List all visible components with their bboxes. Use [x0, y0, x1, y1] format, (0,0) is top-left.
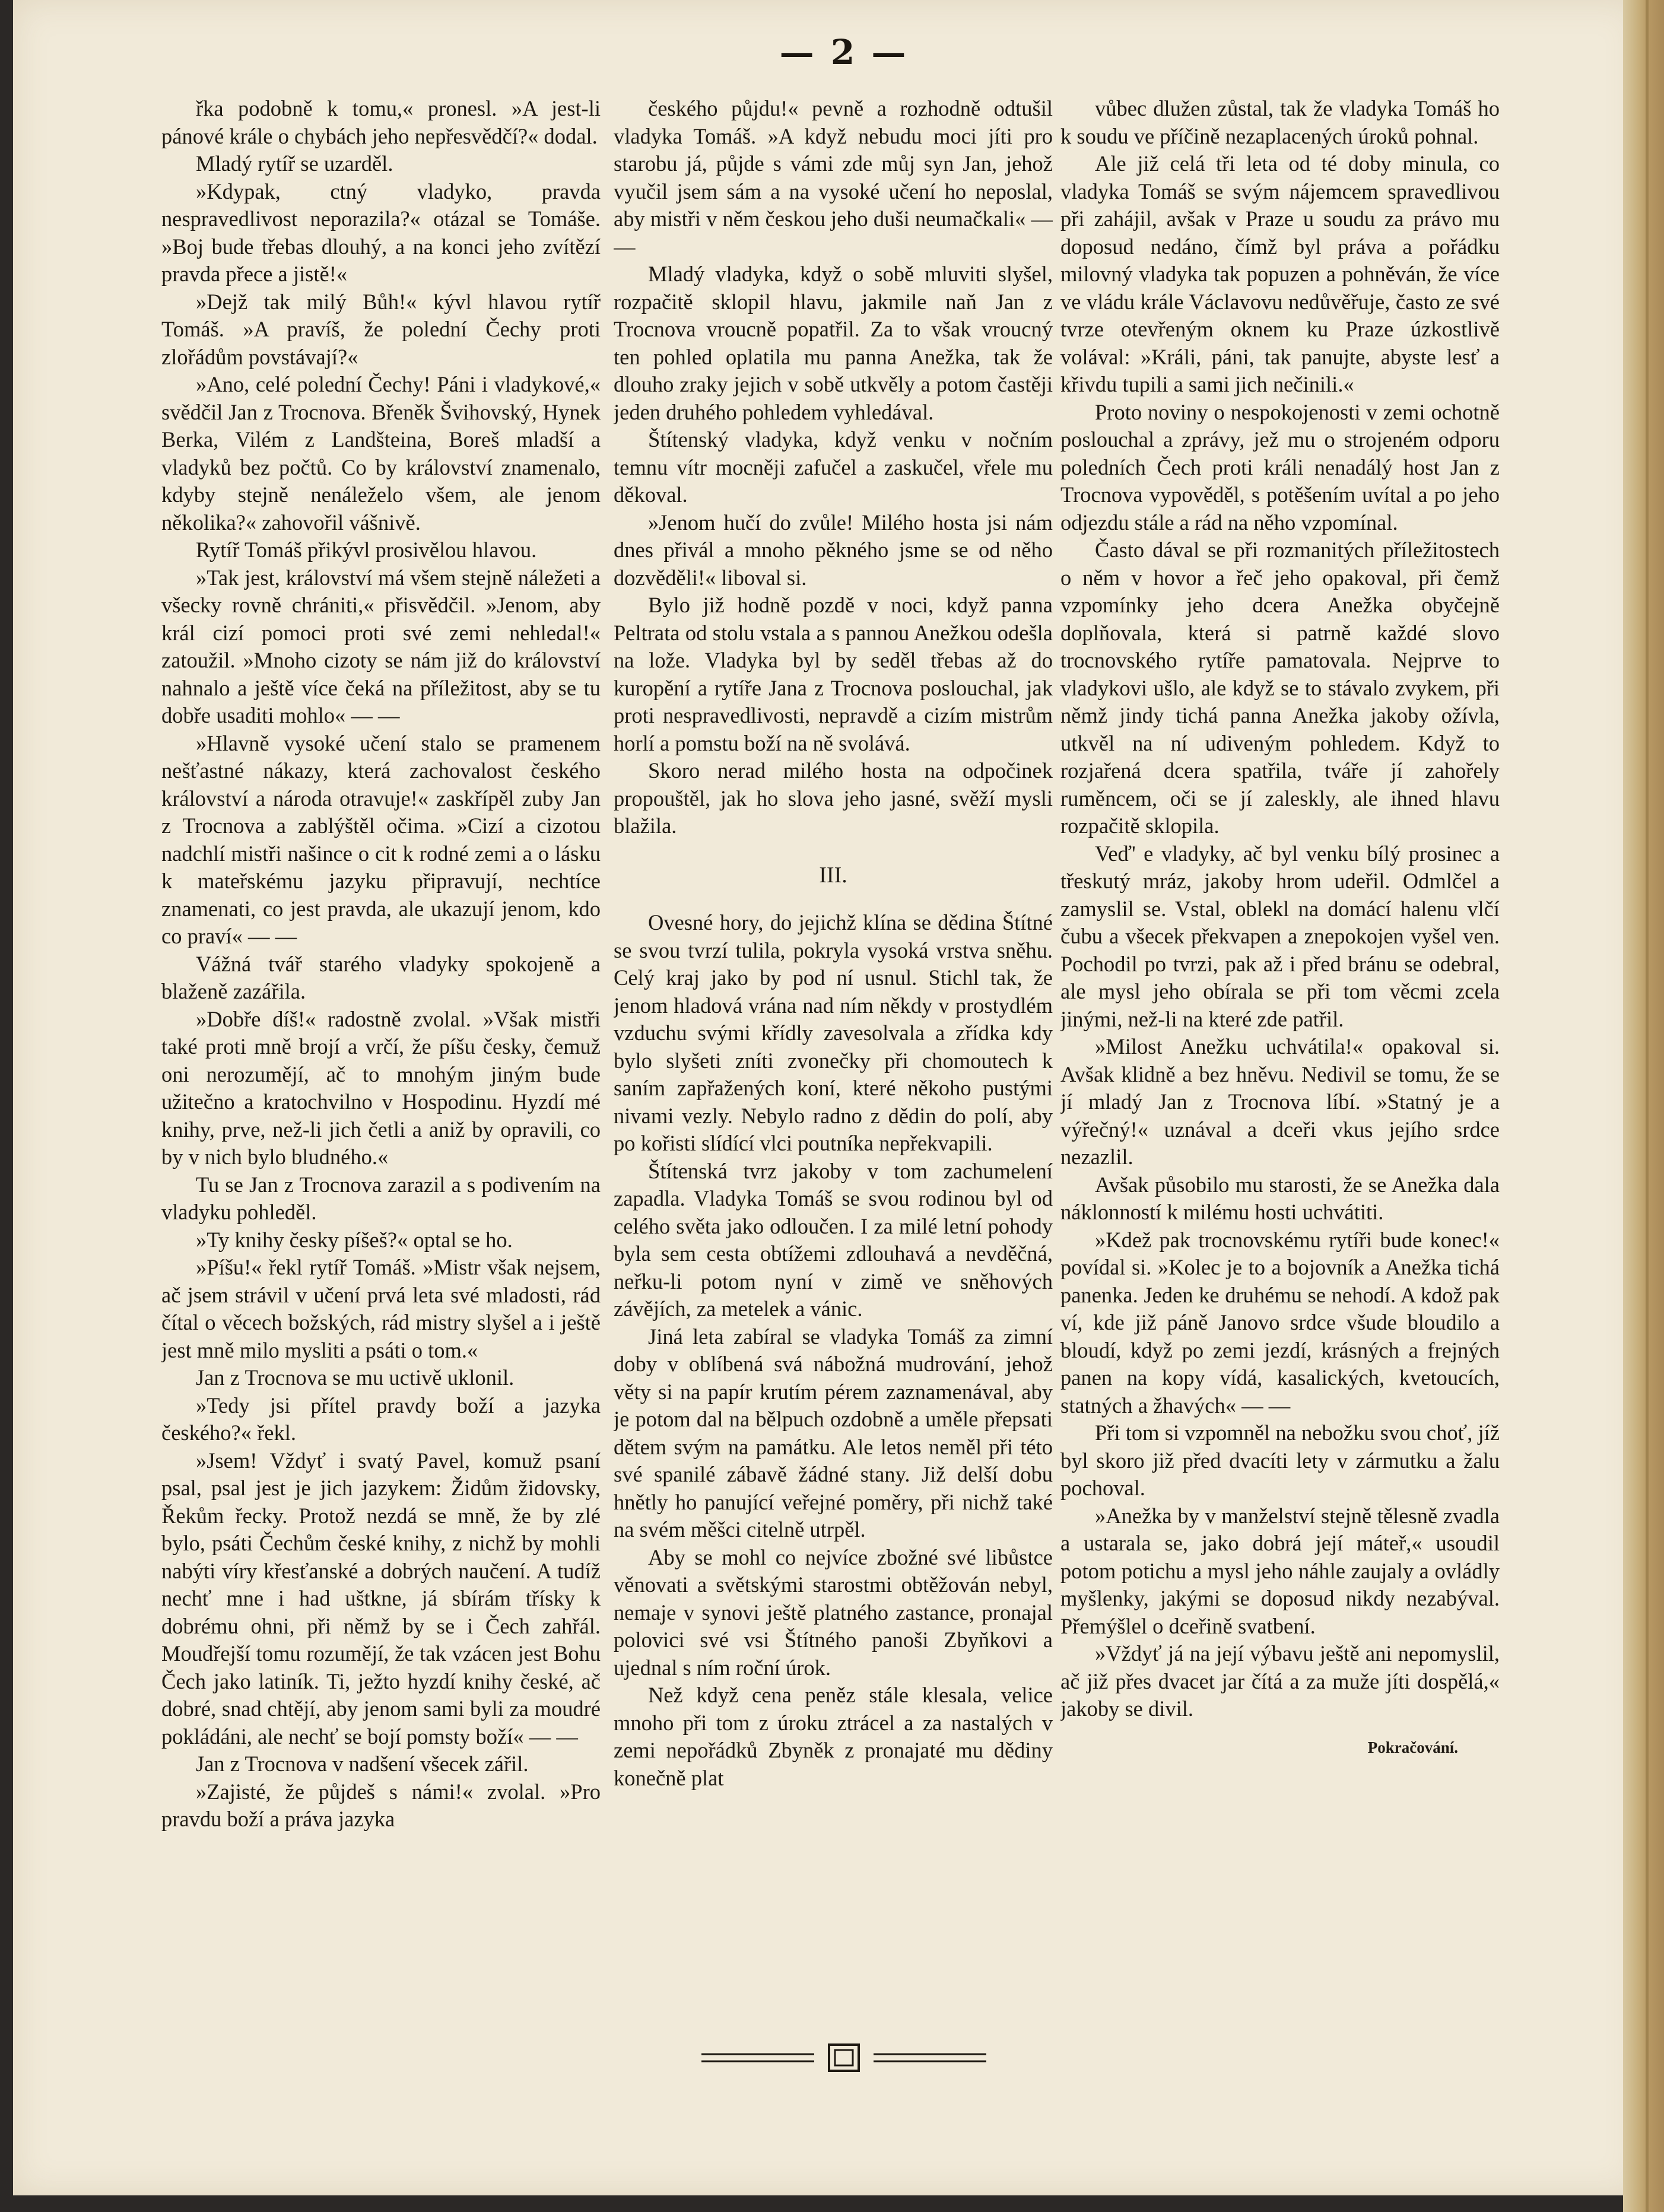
paragraph: Avšak působilo mu starosti, že se Anežka dala náklonností k milému hosti uchvátiti. — [1060, 1172, 1500, 1224]
text-column-1 — [161, 95, 601, 2029]
paragraph: Štítenská tvrz jakoby v tom zachumelení zapadla. Vladyka Tomáš se svou rodinou byl od celého světa jako odloučen. I za milé letní pohody byla sem cesta obtížemi zdlouhavá a nevděčná, neřku-li potom nyní v zimě ve sněhových závějích, za metelek a vánic. — [614, 1158, 1053, 1321]
paragraph: »Kdež pak trocnovskému rytíři bude konec!« povídal si. »Kolec je to a bojovník a Anežka tichá panenka. Jeden ke druhému se nehodí. A kdož pak ví, kde již páně Janovo srdce všude bloudilo a bloudí, když po zemi jezdí, krásných a frejných panen na kopy vídá, kasalických, kvetoucích, statných a žhavých« — — — [1060, 1227, 1500, 1418]
paragraph: »Kdypak, ctný vladyko, pravda nespravedlivost neporazila?« otázal se Tomáše. »Boj bude třebas dlouhý, a na konci jeho zvítězí pravda přece a jistě!« — [161, 179, 601, 286]
paragraph: »Jenom hučí do zvůle! Milého hosta jsi nám dnes přivál a mnoho pěkného jsme se od něho dozvěděli!« liboval si. — [614, 510, 1053, 590]
paragraph: Často dával se při rozmanitých příležitostech o něm v hovor a řeč jeho opakoval, při čemž vzpomínky jeho dcera Anežka obyčejně doplňovala, která si patrně každé slovo trocnovského rytíře pamatovala. Nejprve to vladykovi ušlo, ale když se to stávalo zvykem, při němž jindy tichá panna Anežka jakoby ožívla, utkvěl na ní udiveným pohledem. Když to rozjařená dcera spatřila, tváře jí zahořely ruměncem, oči se jí zaleskly, ale ihned hlavu rozpačitě sklopila. — [1060, 538, 1500, 838]
spine-fold-line — [1646, 0, 1649, 2212]
paragraph: »Hlavně vysoké učení stalo se pramenem nešťastné nákazy, která zachovalost českého království a národa otravuje!« zaskřípěl zuby Jan z Trocnova a zablýštěl očima. »Cizí a cizotou nadchlí mistři našince o cit k rodné zemi a o lásku k mateřskému jazyku připravují, nechtíce znamenati, co jest pravda, ale ukazují jenom, kdo co praví« — — — [161, 730, 601, 948]
paragraph: Tu se Jan z Trocnova zarazil a s podivením na vladyku pohleděl. — [161, 1172, 601, 1224]
paragraph: Bylo již hodně pozdě v noci, když panna Peltrata od stolu vstala a s pannou Anežkou odešla na lože. Vladyka byl by seděl třebas až do kuropění a rytíře Jana z Trocnova poslouchal, jak proti nespravedlivosti, nepravdě a cizím mistrům horlí a pomstu boží na ně svolává. — [614, 593, 1053, 755]
paragraph: Aby se mohl co nejvíce zbožné své libůstce věnovati a světskými starostmi obtěžován nebyl, nemaje v synovi ještě platného zastance, pronajal polovici své vsi Štítného panoši Zbyňkovi a ujednal s ním roční úrok. — [614, 1544, 1053, 1680]
newspaper-page — [13, 0, 1640, 2195]
paragraph: »Milost Anežku uchvátila!« opakoval si. Avšak klidně a bez hněvu. Nedivil se tomu, že se jí mladý Jan z Trocnova líbí. »Statný je a výřečný!« uznával a dceři vkus jejího srdce nezazlil. — [1060, 1034, 1500, 1169]
paragraph: řka podobně k tomu,« pronesl. »A jest-li pánové krále o chybách jeho nepřesvědčí?« dodal. — [161, 96, 601, 148]
page-number: — 2 — — [779, 32, 909, 72]
book-spine-edge — [1623, 0, 1664, 2212]
paragraph: Ovesné hory, do jejichž klína se dědina Štítné se svou tvrzí tulila, pokryla vysoká vrstva sněhu. Celý kraj jako by pod ní usnul. Stichl tak, že jenom hladová vrána nad ním někdy v prostydlém vzduchu svými křídly zavesolvala a zřídka kdy bylo slyšeti zníti zvonečky při chomoutech k saním zapřažených koní, které někoho pustými nivami vezly. Nebylo radno z dědin do polí, aby po kořisti slídící vlci poutníka nepřekvapili. — [614, 910, 1053, 1155]
paragraph: »Anežka by v manželství stejně tělesně zvadla a ustarala se, jako dobrá její máteř,« usoudil potom potichu a mysl jeho náhle zaujaly a ovládly myšlenky, jakými se doposud nikdy nezabýval. Přemýšlel o dceřině svatbení. — [1060, 1503, 1500, 1638]
paragraph: »Zajisté, že půjdeš s námi!« zvolal. »Pro pravdu boží a práva jazyka — [161, 1779, 601, 1831]
paragraph: vůbec dlužen zůstal, tak že vladyka Tomáš ho k soudu ve příčině nezaplacených úroků pohnal. — [1060, 96, 1500, 148]
paragraph: českého půjdu!« pevně a rozhodně odtušil vladyka Tomáš. »A když nebudu moci jíti pro starobu já, půjde s vámi zde můj syn Jan, jehož vyučil jsem sám a na vysoké učení ho neposlal, aby mistři v něm českou jeho duši neumačkali« — — — [614, 96, 1053, 259]
footer-ornament-icon — [696, 2040, 992, 2076]
paragraph: »Dejž tak milý Bůh!« kývl hlavou rytíř Tomáš. »A pravíš, že polední Čechy proti zlořádům povstávají?« — [161, 289, 601, 369]
paragraph: »Tedy jsi přítel pravdy boží a jazyka českého?« řekl. — [161, 1393, 601, 1445]
paragraph: Skoro nerad milého hosta na odpočinek propouštěl, jak ho slova jeho jasné, svěží mysli blažila. — [614, 758, 1053, 838]
paragraph: »Ty knihy česky píšeš?« optal se ho. — [196, 1227, 513, 1252]
paragraph: Veď' e vladyky, ač byl venku bílý prosinec a třeskutý mráz, jakoby hrom udeřil. Odmlčel a zamyslil se. Vstal, oblekl na domácí halenu vlčí čubu a všecek překvapen a znepokojen vyšel ven. Pochodil po tvrzi, pak až i před bránu se odebral, ale mysl jeho obírala se při tom věcmi zcela jinými, než-li na které zde patřil. — [1060, 841, 1500, 1031]
paragraph: Jiná leta zabíral se vladyka Tomáš za zimní doby v oblíbená svá nábožná mudrování, jehož věty si na papír krutím pérem zaznamenával, aby je potom dal na bělpuch ozdobně a uměle přepsati dětem svým na památku. Ale letos neměl při této své spanilé zábavě žádné stany. Již delší dobu hnětly ho panující veřejné poměry, při nichž také na svém měšci citelně utrpěl. — [614, 1324, 1053, 1542]
continuation-note: Pokračování. — [1367, 1738, 1458, 1756]
paragraph: »Tak jest, království má všem stejně náležeti a všecky rovně chrániti,« přisvědčil. »Jenom, aby král cizí pomoci proti své zemi nehledal!« zatoužil. »Mnoho cizoty se nám již do království nahnalo a ještě více čeká na příležitost, aby se tu dobře usaditi mohlo« — — — [161, 565, 601, 727]
paragraph: Ale již celá tři leta od té doby minula, co vladyka Tomáš se svým nájemcem spravedlivou při zahájil, avšak v Praze u soudu za právo mu doposud nedáno, čímž byl práva a pořádku milovný vladyka tak popuzen a pohněván, že více ve vládu krále Václavovu nedůvěřuje, často ze své tvrze otevřeným oknem ku Praze úzkostlivě volával: »Králi, páni, tak panujte, abyste lesť a křivdu tupili a sami jich nečinili.« — [1060, 151, 1500, 396]
paragraph: Než když cena peněz stále klesala, velice mnoho při tom z úroku ztrácel a za nastalých v zemi nepořádků Zbyněk z pronajaté mu dědiny konečně plat — [614, 1683, 1053, 1790]
paragraph: Jan z Trocnova se mu uctivě uklonil. — [196, 1365, 515, 1390]
paragraph: Mladý rytíř se uzarděl. — [196, 151, 393, 176]
paragraph: Rytíř Tomáš přikývl prosivělou hlavou. — [196, 538, 537, 562]
paragraph: Štítenský vladyka, když venku v nočním temnu vítr mocněji zafučel a zaskučel, vřele mu děkoval. — [614, 427, 1053, 507]
paragraph: Vážná tvář starého vladyky spokojeně a blaženě zazářila. — [161, 951, 601, 1003]
paragraph: »Vždyť já na její výbavu ještě ani nepomyslil, ač již přes dvacet jar čítá a za muže jíti dospělá,« jakoby se divil. — [1060, 1641, 1500, 1721]
paragraph: Mladý vladyka, když o sobě mluviti slyšel, rozpačitě sklopil hlavu, jakmile naň Jan z Trocnova vroucně popatřil. Za to však vroucný ten pohled oplatila mu panna Anežka, tak že dlouho zraky jejich v sobě utkvěly a potom častěji jeden druhého pohledem vyhledával. — [614, 262, 1053, 424]
paragraph: »Píšu!« řekl rytíř Tomáš. »Mistr však nejsem, ač jsem strávil v učení prvá leta své mladosti, rád čítal o věcech božských, rád mistry slyšel a i ještě jest mně milo mysliti a psáti o tom.« — [161, 1255, 601, 1362]
paragraph: »Dobře díš!« radostně zvolal. »Však mistři také proti mně brojí a vrčí, že píšu česky, čemuž oni nerozumějí, ač to mnohým jiným bude užitečno a kratochvilno v Hospodinu. Hyzdí mé knihy, prve, než-li jich četli a aniž by opravili, co by v nich bylo bludného.« — [161, 1006, 601, 1169]
paragraph: »Jsem! Vždyť i svatý Pavel, komuž psaní psal, psal jest je jich jazykem: Židům židovsky, Řekům řecky. Protož nezdá se mně, že by zlé bylo, psáti Čechům české knihy, z nichž by mohli nabýti víry křesťanské a dobrých naučení. A tudíž nechť mne i had uštkne, já sbírám třísky k dobrému ohni, při němž by se i Čech zahřál. Moudřejší tomu rozumějí, že tak vzácen jest Bohu Čech jako latiník. Ti, ježto hyzdí knihy české, ač dobré, snad chtějí, aby jenom sami byli za moudré pokládáni, ale nechť se bojí pomsty boží« — — — [161, 1448, 601, 1749]
paragraph: »Ano, celé polední Čechy! Páni i vladykové,« svědčil Jan z Trocnova. Břeněk Švihovský, Hynek Berka, Vilém z Landšteina, Boreš mladší a vladyků bez počtů. Co by království znamenalo, kdyby stejně nenáleželo všem, ale jenom několika?« zahovořil vášnivě. — [161, 372, 601, 535]
paragraph: Při tom si vzpomněl na nebožku svou choť, jíž byl skoro již před dvacíti lety v zármutku a žalu pochoval. — [1060, 1420, 1500, 1500]
section-heading: III. — [819, 862, 847, 888]
text-column-2 — [614, 95, 1053, 2029]
paragraph: Proto noviny o nespokojenosti v zemi ochotně poslouchal a zprávy, jež mu o strojeném odporu poledních Čech proti králi nenadálý host Jan z Trocnova vypověděl, s potěšením uvítal a po jeho odjezdu stále a rád na něho vzpomínal. — [1060, 399, 1500, 535]
text-column-3 — [1060, 95, 1500, 2029]
paragraph: Jan z Trocnova v nadšení všecek zářil. — [196, 1752, 529, 1776]
